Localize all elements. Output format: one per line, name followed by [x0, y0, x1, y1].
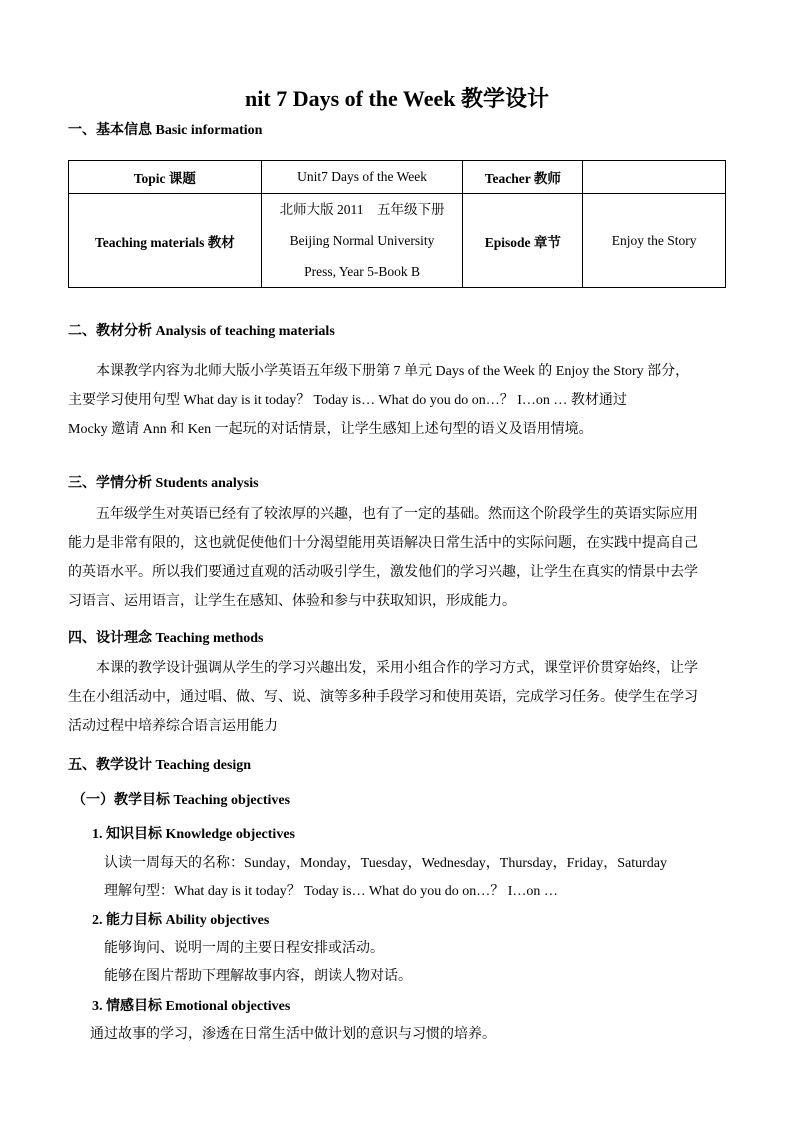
objective-heading-ability: 2. 能力目标 Ability objectives — [92, 913, 270, 928]
teacher-label: Teacher 教师 — [463, 161, 583, 194]
paragraph-line: 能力是非常有限的，这也就促使他们十分渴望能用英语解决日常生活中的实际问题，在实践中提高自己 — [68, 536, 698, 551]
document-title: nit 7 Days of the Week 教学设计 — [245, 86, 549, 111]
section-heading-materials-analysis: 二、教材分析 Analysis of teaching materials — [68, 324, 335, 339]
objective-heading-emotional: 3. 情感目标 Emotional objectives — [92, 999, 291, 1014]
knowledge-objective-line: 认读一周每天的名称：Sunday，Monday，Tuesday，Wednesday，Thursday，Friday，Saturday — [104, 856, 667, 871]
paragraph-line: 习语言、运用语言，让学生在感知、体验和参与中获取知识，形成能力。 — [68, 594, 516, 609]
paragraph-line: 的英语水平。所以我们要通过直观的活动吸引学生，激发他们的学习兴趣，让学生在真实的情景中去学 — [68, 565, 698, 580]
paragraph-line: 本课教学内容为北师大版小学英语五年级下册第 7 单元 Days of the Week 的 Enjoy the Story 部分， — [96, 364, 690, 379]
paragraph-line: 活动过程中培养综合语言运用能力 — [68, 719, 278, 734]
knowledge-objective-line: 理解句型：What day is it today？ Today is… What do you do on…？ I…on … — [104, 884, 558, 899]
subsection-heading-teaching-objectives: （一）教学目标 Teaching objectives — [72, 793, 291, 808]
emotional-objective-line: 通过故事的学习，渗透在日常生活中做计划的意识与习惯的培养。 — [90, 1027, 496, 1042]
episode-value: Enjoy the Story — [583, 194, 726, 288]
teaching-materials-value — [261, 194, 463, 288]
materials-line: Beijing Normal University — [289, 233, 435, 248]
ability-objective-line: 能够在图片帮助下理解故事内容，朗读人物对话。 — [104, 969, 412, 984]
section-heading-basic-info: 一、基本信息 Basic information — [68, 123, 263, 138]
table-row — [69, 161, 726, 194]
students-analysis-paragraph — [68, 500, 698, 616]
section-heading-students-analysis: 三、学情分析 Students analysis — [68, 476, 259, 491]
table-row — [69, 194, 726, 288]
paragraph-line: 本课的教学设计强调从学生的学习兴趣出发，采用小组合作的学习方式，课堂评价贯穿始终，让学 — [96, 661, 698, 676]
topic-value: Unit7 Days of the Week — [261, 161, 463, 194]
section-heading-teaching-methods: 四、设计理念 Teaching methods — [68, 631, 264, 646]
paragraph-line: 生在小组活动中，通过唱、做、写、说、演等多种手段学习和使用英语，完成学习任务。使学生在学习 — [68, 690, 698, 705]
ability-objective-line: 能够询问、说明一周的主要日程安排或活动。 — [104, 941, 384, 956]
teaching-materials-label: Teaching materials 教材 — [69, 194, 262, 288]
topic-label: Topic 课题 — [69, 161, 262, 194]
paragraph-line: 五年级学生对英语已经有了较浓厚的兴趣，也有了一定的基础。然而这个阶段学生的英语实际应用 — [96, 507, 698, 522]
materials-line: 北师大版 2011 五年级下册 — [279, 202, 445, 217]
materials-analysis-paragraph — [68, 357, 689, 444]
section-heading-teaching-design: 五、教学设计 Teaching design — [68, 758, 252, 773]
teaching-methods-paragraph — [68, 654, 698, 741]
basic-info-table — [68, 160, 726, 288]
paragraph-line: 主要学习使用句型 What day is it today？ Today is… What do you do on…？ I…on … 教材通过 — [68, 393, 627, 408]
episode-label: Episode 章节 — [463, 194, 583, 288]
teacher-value — [583, 161, 726, 194]
paragraph-line: Mocky 邀请 Ann 和 Ken 一起玩的对话情景，让学生感知上述句型的语义及语用情境。 — [68, 422, 593, 437]
materials-line: Press, Year 5-Book B — [304, 264, 420, 279]
objective-heading-knowledge: 1. 知识目标 Knowledge objectives — [92, 827, 295, 842]
